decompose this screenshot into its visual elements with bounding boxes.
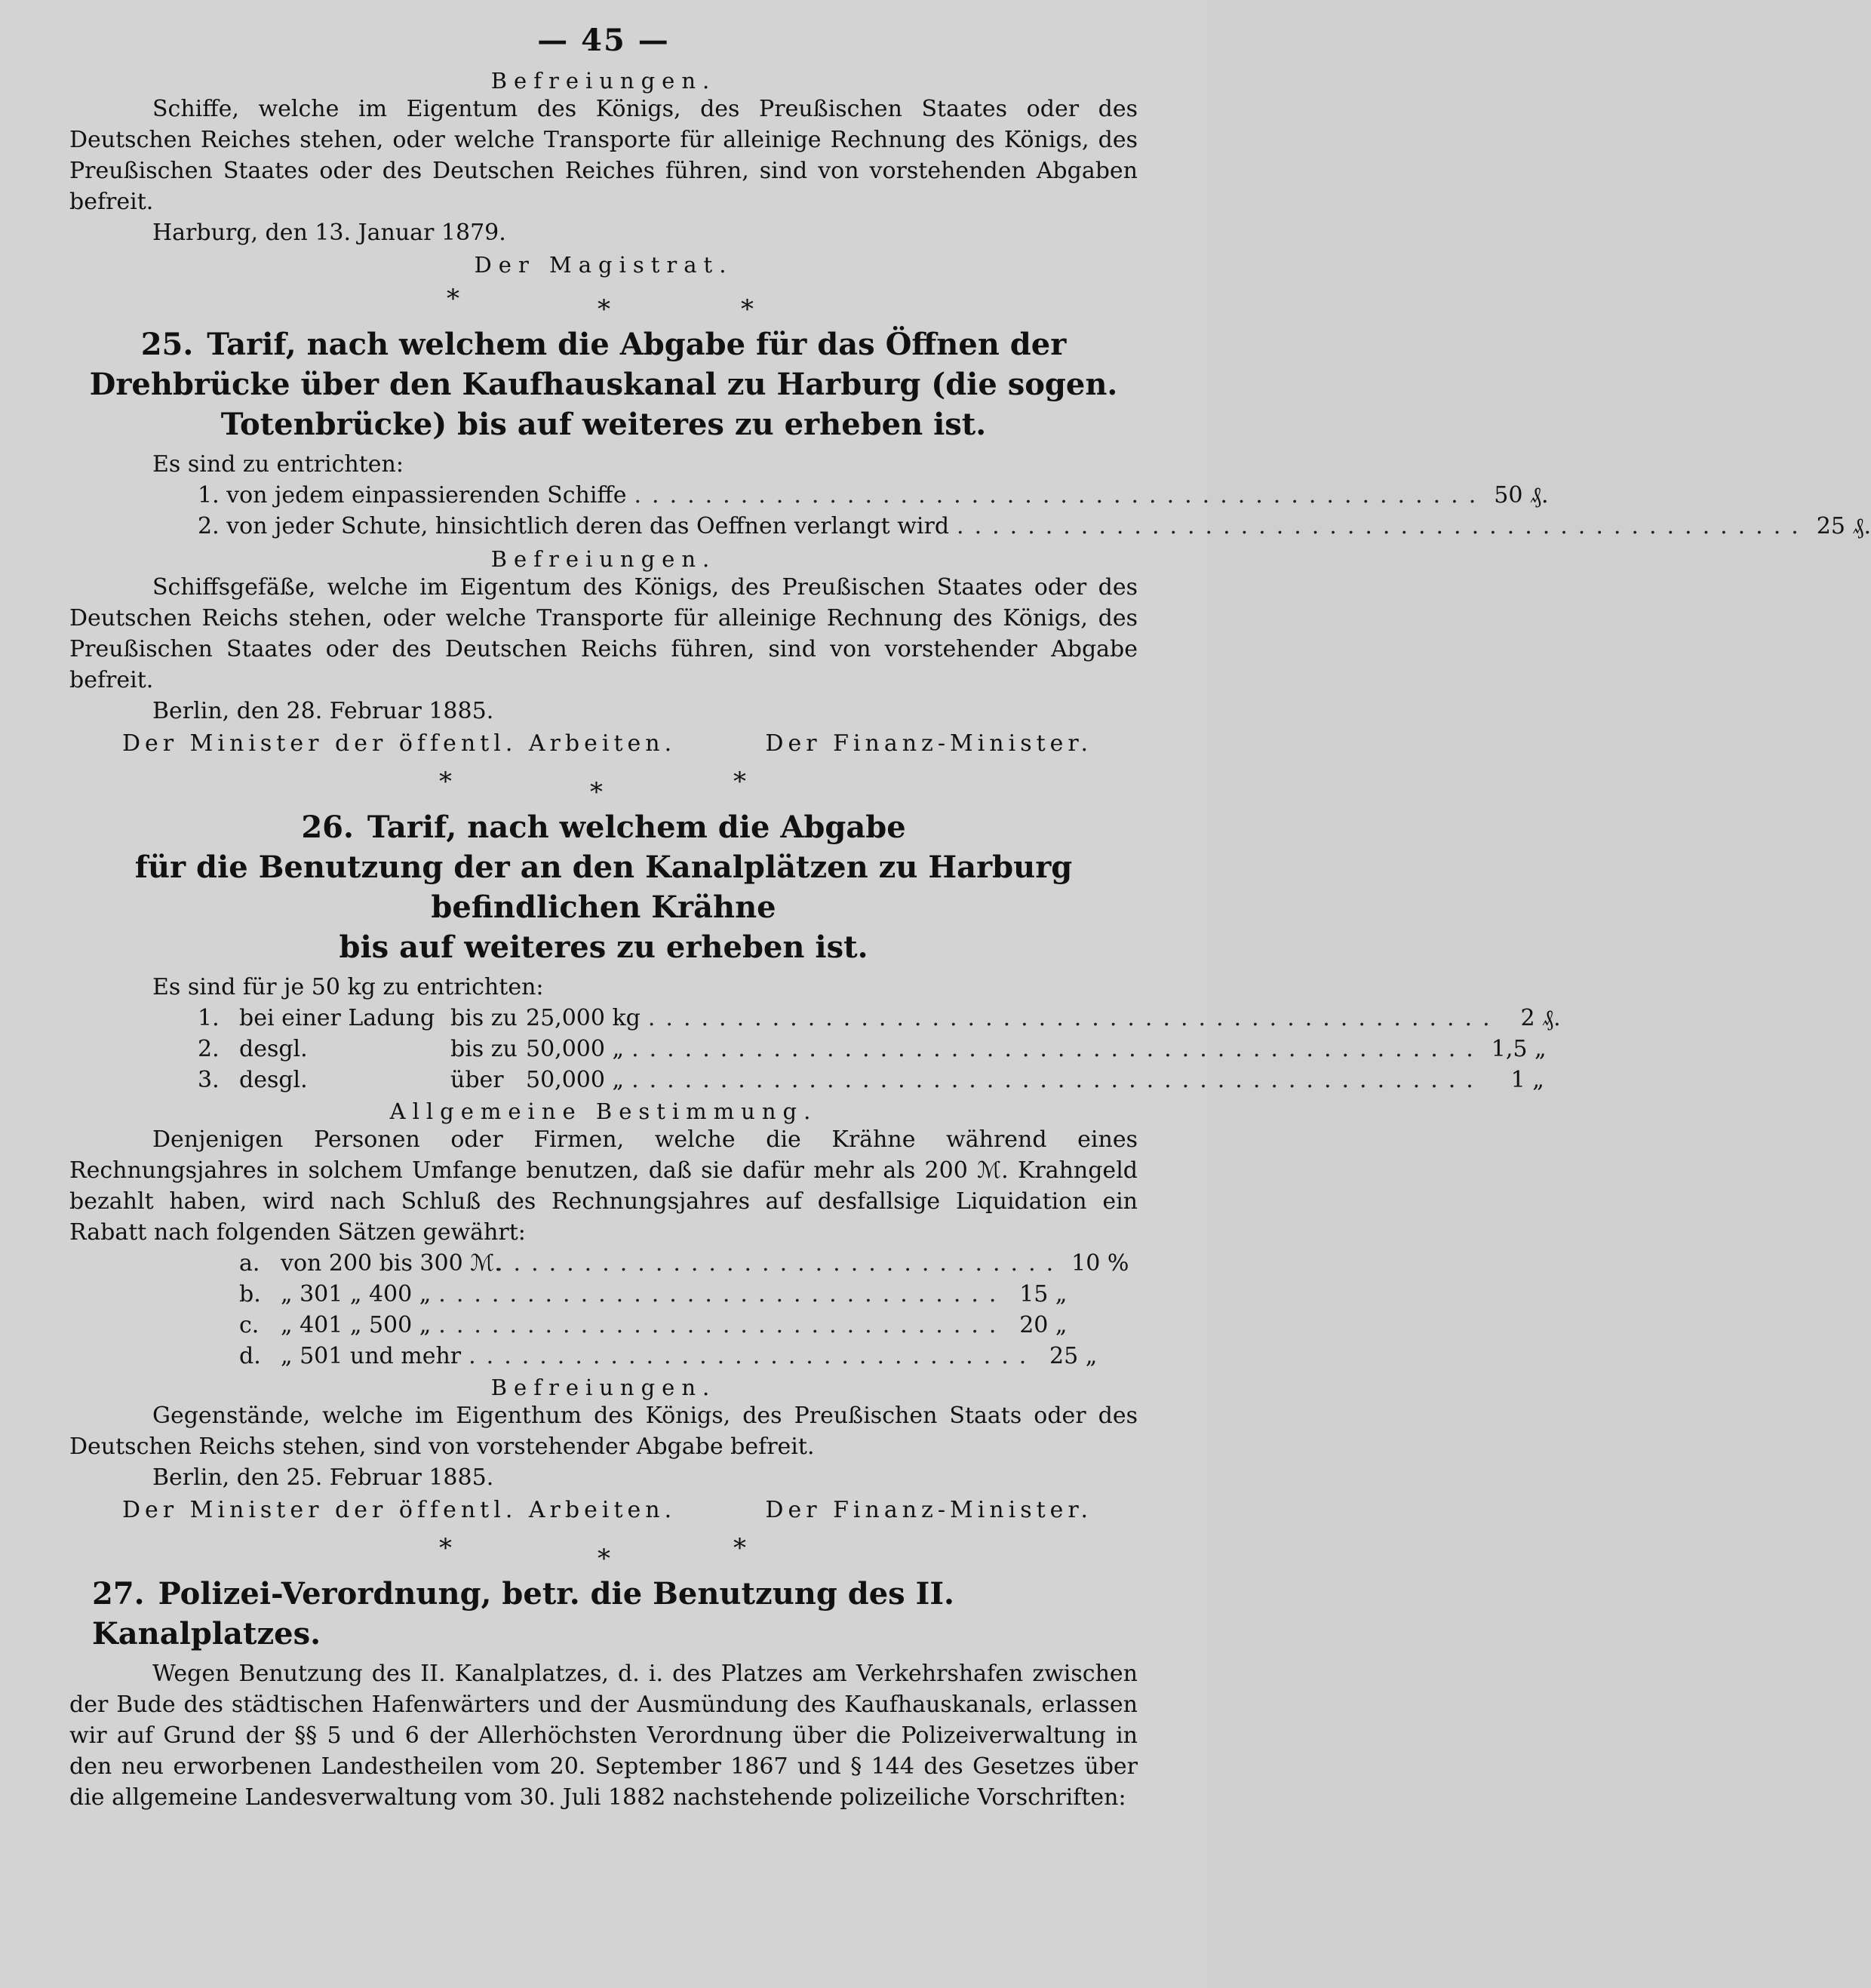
place-date-26: Berlin, den 25. Februar 1885. xyxy=(152,1464,494,1491)
rebate-rate: 20 „ xyxy=(1019,1312,1068,1338)
crane-tariff-row xyxy=(198,1003,1561,1034)
item-amount: 2 ₰. xyxy=(1520,1005,1561,1031)
section-title-text-25: Tarif, nach welchem die Abgabe für das Öffnen der Drehbrücke über den Kaufhauskanal zu Harburg (die sogen. Totenbrücke) bis auf weiteres zu erheben ist. xyxy=(89,327,1118,442)
leader-dots: ................................................ xyxy=(957,513,1809,539)
tariff-label: 1. von jedem einpassierenden Schiffe xyxy=(198,482,627,509)
signature-24: Der Magistrat. xyxy=(474,252,733,278)
item-number: 1. xyxy=(198,1005,220,1031)
signature-minister-works: Der Minister der öffentl. Arbeiten. xyxy=(122,1497,677,1523)
signature-minister-works: Der Minister der öffentl. Arbeiten. xyxy=(122,730,677,757)
item-load: desgl. xyxy=(239,1036,308,1062)
item-weight: 50,000 „ xyxy=(526,1036,625,1062)
star: * xyxy=(447,284,459,314)
section-title-26 xyxy=(69,807,1138,967)
exemptions-text-24: Schiffe, welche im Eigentum des Königs, des Preußischen Staates oder des Deutschen Reiches stehen, oder welche Transporte für alleinige Rechnung des Königs, des Preußischen Staates oder des Deutschen Reiches führen, sind von vorstehenden Abgaben befreit. xyxy=(69,96,1138,215)
rebate-range: „ 301 „ 400 „ xyxy=(281,1281,432,1307)
tariff-label: 2. von jeder Schute, hinsichtlich deren das Oeffnen verlangt wird xyxy=(198,513,950,539)
star: * xyxy=(439,767,452,797)
section-title-27 xyxy=(69,1574,1138,1654)
place-date-24: Harburg, den 13. Januar 1879. xyxy=(152,220,506,246)
exemptions-heading-24: Befreiungen. xyxy=(490,68,717,94)
rebate-rate: 15 „ xyxy=(1019,1281,1068,1307)
item-range: über xyxy=(450,1067,504,1093)
leader-dots: ................................................ xyxy=(631,1067,1484,1093)
leader-dots: ................................ xyxy=(496,1250,1065,1277)
leader-dots: ................................................ xyxy=(647,1005,1501,1031)
item-amount: 1,5 „ xyxy=(1491,1036,1547,1062)
item-range: bis zu xyxy=(450,1005,518,1031)
item-number: 2. xyxy=(198,1036,220,1062)
signature-finance-minister: Der Finanz-Minister. xyxy=(765,1497,1092,1523)
ordinance-text-27: Wegen Benutzung des II. Kanalplatzes, d. i. des Platzes am Verkehrshafen zwischen der Bude des städtischen Hafenwärters und der Ausmündung des Kaufhauskanals, erlassen wir auf Grund der §§ 5 und 6 der Allerhöchsten Verordnung über die Polizeiverwaltung in den neu erworbenen Landestheilen vom 20. September 1867 und § 144 des Gesetzes über die allgemeine Landesverwaltung vom 30. Juli 1882 nachstehende polizeiliche Vorschriften: xyxy=(69,1661,1138,1811)
section-divider xyxy=(69,760,1138,807)
rebate-range: „ 401 „ 500 „ xyxy=(281,1312,432,1338)
rebate-key: d. xyxy=(239,1343,261,1369)
leader-dots: ................................ xyxy=(438,1312,1007,1338)
rebate-row xyxy=(239,1248,1129,1279)
crane-tariff-row xyxy=(198,1034,1547,1065)
tariff-row xyxy=(198,480,1549,511)
star: * xyxy=(741,294,754,324)
leader-dots: ................................................ xyxy=(634,482,1487,509)
leader-dots: ................................ xyxy=(438,1281,1007,1307)
section-title-line1-26: Tarif, nach welchem die Abgabe xyxy=(367,810,906,845)
rebate-range: „ 501 und mehr xyxy=(281,1343,462,1369)
rebate-rate: 10 % xyxy=(1071,1250,1129,1277)
intro-26: Es sind für je 50 kg zu entrichten: xyxy=(152,974,544,1000)
section-number-26: 26. xyxy=(301,810,354,845)
section-title-line3-26: bis auf weiteres zu erheben ist. xyxy=(339,929,868,965)
leader-dots: ................................................ xyxy=(631,1036,1484,1062)
star: * xyxy=(439,1533,452,1563)
item-weight: 25,000 kg xyxy=(526,1005,641,1031)
general-text-26: Denjenigen Personen oder Firmen, welche die Krähne während eines Rechnungsjahres in solchem Umfange benutzen, daß sie dafür mehr als 200 ℳ. Krahngeld bezahlt haben, wird nach Schluß des Rechnungsjahres auf desfallsige Liquidation ein Rabatt nach folgenden Sätzen gewährt: xyxy=(69,1126,1138,1246)
rebate-row xyxy=(239,1341,1098,1372)
tariff-amount: 25 ₰. xyxy=(1816,513,1871,539)
rebate-key: c. xyxy=(239,1312,260,1338)
rebate-key: a. xyxy=(239,1250,260,1277)
intro-25: Es sind zu entrichten: xyxy=(152,451,404,478)
section-number-27: 27. xyxy=(92,1576,145,1612)
item-load: bei einer Ladung xyxy=(239,1005,435,1031)
star: * xyxy=(733,767,746,797)
rebate-row xyxy=(239,1279,1068,1310)
rebate-range: von 200 bis 300 ℳ. xyxy=(281,1250,502,1277)
item-amount: 1 „ xyxy=(1510,1067,1544,1093)
exemptions-heading-26: Befreiungen. xyxy=(490,1375,717,1400)
item-load: desgl. xyxy=(239,1067,308,1093)
leader-dots: ................................ xyxy=(469,1343,1037,1369)
item-number: 3. xyxy=(198,1067,220,1093)
star: * xyxy=(598,1544,610,1574)
star: * xyxy=(733,1533,746,1563)
tariff-row xyxy=(198,511,1871,542)
exemptions-heading-25: Befreiungen. xyxy=(490,546,717,572)
crane-tariff-row xyxy=(198,1065,1544,1095)
item-range: bis zu xyxy=(450,1036,518,1062)
page-number: — 45 — xyxy=(537,23,670,58)
section-number-25: 25. xyxy=(140,327,194,362)
section-divider xyxy=(69,1527,1138,1574)
general-heading-26: Allgemeine Bestimmung. xyxy=(389,1098,818,1124)
item-weight: 50,000 „ xyxy=(526,1067,625,1093)
star: * xyxy=(590,777,603,807)
star: * xyxy=(598,294,610,324)
rebate-rate: 25 „ xyxy=(1049,1343,1098,1369)
section-title-25 xyxy=(69,324,1138,444)
rebate-row xyxy=(239,1310,1068,1341)
section-title-line2-26: für die Benutzung der an den Kanalplätzen zu Harburg befindlichen Krähne xyxy=(134,850,1073,925)
tariff-amount: 50 ₰. xyxy=(1494,482,1549,509)
place-date-25: Berlin, den 28. Februar 1885. xyxy=(152,698,494,724)
rebate-key: b. xyxy=(239,1281,261,1307)
section-title-text-27: Polizei-Verordnung, betr. die Benutzung des II. Kanalplatzes. xyxy=(92,1576,954,1652)
exemptions-text-25: Schiffsgefäße, welche im Eigentum des Königs, des Preußischen Staates oder des Deutschen Reichs stehen, oder welche Transporte für alleinige Rechnung des Königs, des Preußischen Staates oder des Deutschen Reichs führen, sind von vorstehender Abgabe befreit. xyxy=(69,574,1138,693)
section-divider xyxy=(69,278,1138,324)
exemptions-text-26: Gegenstände, welche im Eigenthum des Königs, des Preußischen Staats oder des Deutschen Reichs stehen, sind von vorstehender Abgabe befreit. xyxy=(69,1403,1138,1460)
signature-finance-minister: Der Finanz-Minister. xyxy=(765,730,1092,757)
signatures-26 xyxy=(69,1494,1138,1527)
signatures-25 xyxy=(69,727,1138,760)
